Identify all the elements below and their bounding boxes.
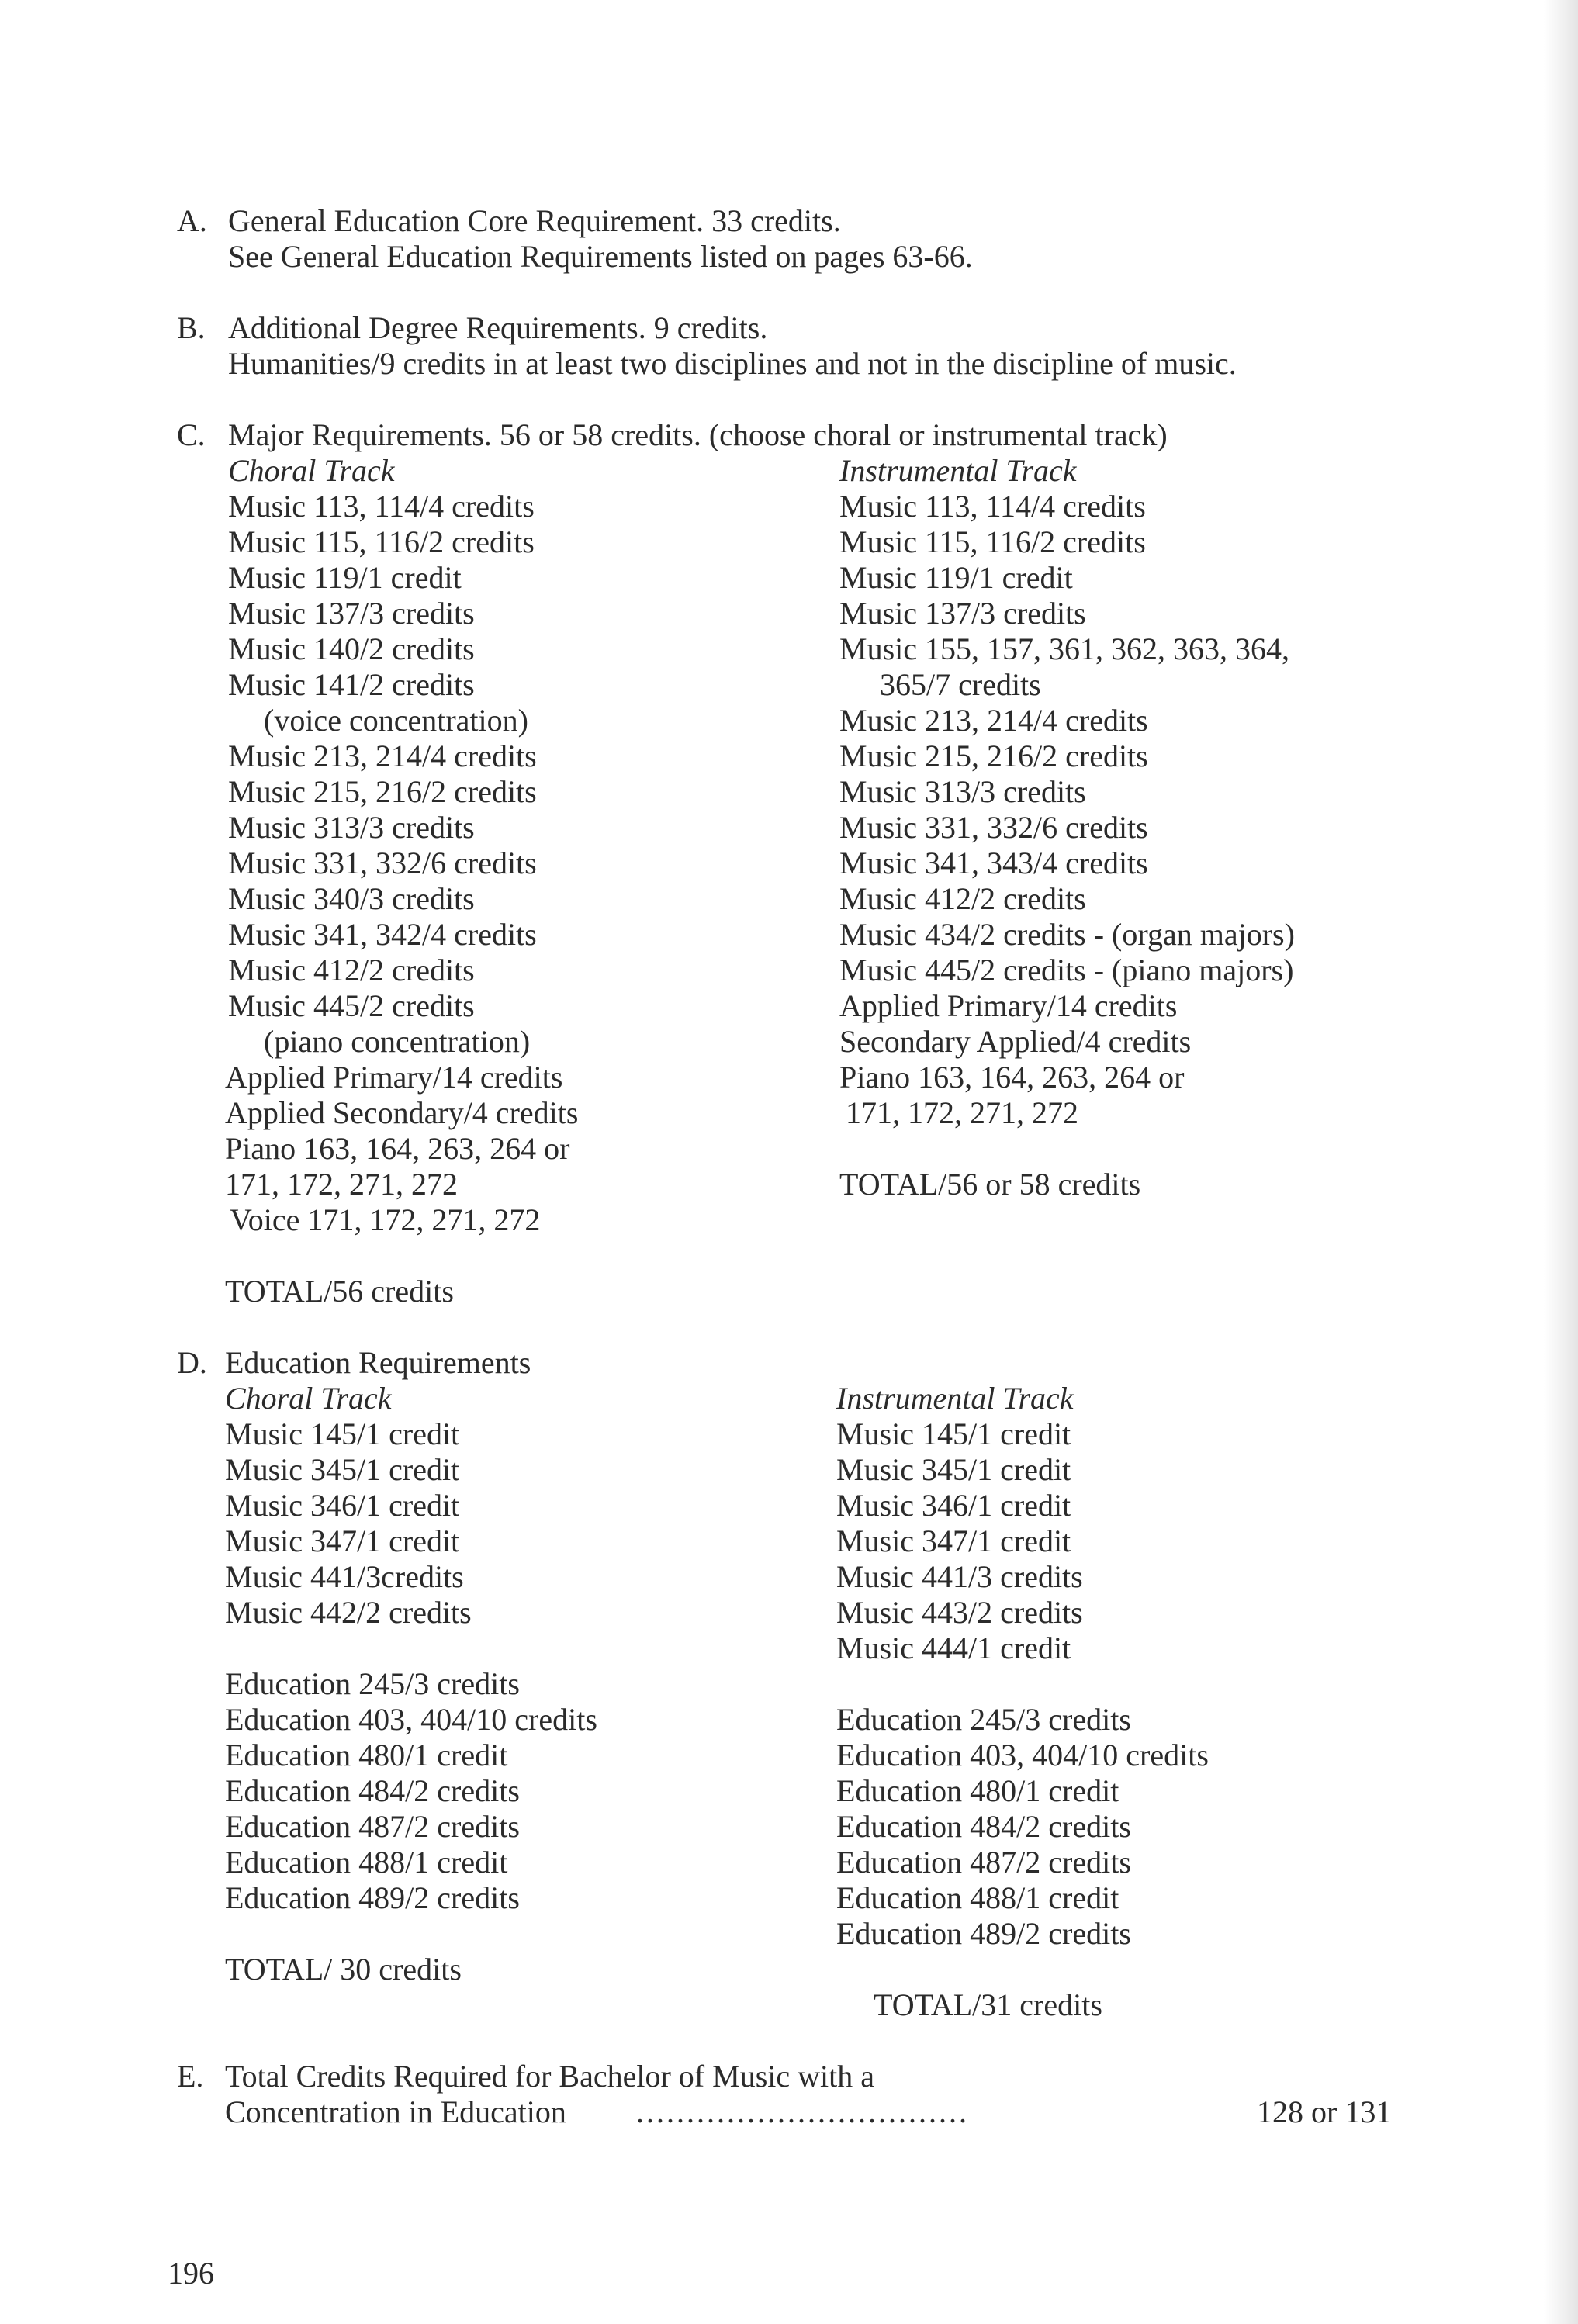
course-line: Education 245/3 credits <box>836 1702 1131 1737</box>
course-line: Music 346/1 credit <box>225 1488 460 1523</box>
course-line: Music 313/3 credits <box>839 774 1086 809</box>
course-line: Music 441/3 credits <box>836 1559 1083 1594</box>
course-line-continued: 365/7 credits <box>880 667 1041 702</box>
section-e-letter: E. <box>177 2059 204 2094</box>
course-line: Music 341, 343/4 credits <box>839 846 1148 880</box>
section-a-note: See General Education Requirements listed on pages 63-66. <box>228 239 973 274</box>
course-line: 171, 172, 271, 272 <box>846 1095 1078 1130</box>
course-line: Music 441/3credits <box>225 1559 464 1594</box>
course-line: Music 445/2 credits - (piano majors) <box>839 953 1294 987</box>
course-line: Music 137/3 credits <box>228 596 475 631</box>
course-line: Music 313/3 credits <box>228 810 475 845</box>
course-line: Music 140/2 credits <box>228 631 475 666</box>
section-c-instrumental-total: TOTAL/56 or 58 credits <box>839 1167 1141 1202</box>
section-c-letter: C. <box>177 417 206 452</box>
course-line: Education 480/1 credit <box>836 1773 1119 1808</box>
course-line: Music 141/2 credits <box>228 667 475 702</box>
section-b-letter: B. <box>177 310 206 345</box>
course-line: Music 213, 214/4 credits <box>839 703 1148 738</box>
course-line: Music 137/3 credits <box>839 596 1086 631</box>
course-line: Music 345/1 credit <box>836 1452 1071 1487</box>
section-a-letter: A. <box>177 203 207 238</box>
course-line: Education 488/1 credit <box>836 1880 1119 1915</box>
section-d-instrumental-title: Instrumental Track <box>836 1381 1074 1416</box>
section-d-heading: Education Requirements <box>225 1345 531 1380</box>
section-d-choral-total: TOTAL/ 30 credits <box>225 1952 462 1987</box>
course-line: Music 115, 116/2 credits <box>839 524 1146 559</box>
course-line: Education 484/2 credits <box>225 1773 520 1808</box>
course-line: Secondary Applied/4 credits <box>839 1024 1192 1059</box>
course-line: Music 213, 214/4 credits <box>228 738 537 773</box>
course-line: Music 215, 216/2 credits <box>839 738 1148 773</box>
course-line: Education 403, 404/10 credits <box>836 1738 1209 1772</box>
page-number: 196 <box>168 2256 214 2291</box>
course-line: Voice 171, 172, 271, 272 <box>230 1202 541 1237</box>
course-line: Music 113, 114/4 credits <box>839 489 1146 524</box>
course-line: Music 119/1 credit <box>228 560 462 595</box>
section-e-concentration-label: Concentration in Education <box>225 2094 566 2129</box>
course-line: Music 412/2 credits <box>839 881 1086 916</box>
course-line: Music 443/2 credits <box>836 1595 1083 1630</box>
course-line: Education 487/2 credits <box>225 1809 520 1844</box>
course-line: Education 489/2 credits <box>225 1880 520 1915</box>
course-line: Music 347/1 credit <box>225 1523 460 1558</box>
section-b-heading: Additional Degree Requirements. 9 credits. <box>228 310 768 345</box>
course-line: Music 442/2 credits <box>225 1595 472 1630</box>
section-c-choral-total: TOTAL/56 credits <box>225 1274 454 1309</box>
course-line: Education 403, 404/10 credits <box>225 1702 597 1737</box>
course-line: Music 331, 332/6 credits <box>228 846 537 880</box>
course-line: Music 155, 157, 361, 362, 363, 364, <box>839 631 1289 666</box>
course-line: Piano 163, 164, 263, 264 or <box>839 1060 1185 1095</box>
section-e-heading: Total Credits Required for Bachelor of Music with a <box>225 2059 874 2094</box>
course-line: Education 245/3 credits <box>225 1666 520 1701</box>
course-line: Music 345/1 credit <box>225 1452 460 1487</box>
course-note: (piano concentration) <box>264 1024 531 1059</box>
course-line: Education 480/1 credit <box>225 1738 508 1772</box>
section-b-note: Humanities/9 credits in at least two disciplines and not in the discipline of music. <box>228 346 1237 381</box>
course-line: Applied Primary/14 credits <box>839 988 1178 1023</box>
course-line: Music 434/2 credits - (organ majors) <box>839 917 1295 952</box>
course-line: Music 215, 216/2 credits <box>228 774 537 809</box>
section-c-choral-title: Choral Track <box>228 453 395 488</box>
course-line: Applied Secondary/4 credits <box>225 1095 579 1130</box>
course-line: Music 347/1 credit <box>836 1523 1071 1558</box>
section-c-instrumental-title: Instrumental Track <box>839 453 1077 488</box>
course-note: (voice concentration) <box>264 703 528 738</box>
total-credits-value: 128 or 131 <box>1257 2094 1392 2129</box>
course-line: Music 341, 342/4 credits <box>228 917 537 952</box>
section-d-instrumental-total: TOTAL/31 credits <box>874 1987 1102 2022</box>
course-line: Music 113, 114/4 credits <box>228 489 535 524</box>
section-a-heading: General Education Core Requirement. 33 credits. <box>228 203 841 238</box>
course-line: Music 331, 332/6 credits <box>839 810 1148 845</box>
course-line: Music 145/1 credit <box>225 1416 460 1451</box>
course-line: 171, 172, 271, 272 <box>225 1167 458 1202</box>
course-line: Music 412/2 credits <box>228 953 475 987</box>
course-line: Music 340/3 credits <box>228 881 475 916</box>
course-line: Applied Primary/14 credits <box>225 1060 563 1095</box>
course-line: Education 488/1 credit <box>225 1845 508 1880</box>
course-line: Education 484/2 credits <box>836 1809 1131 1844</box>
section-d-choral-title: Choral Track <box>225 1381 392 1416</box>
section-c-heading: Major Requirements. 56 or 58 credits. (choose choral or instrumental track) <box>228 417 1168 452</box>
course-line: Music 445/2 credits <box>228 988 475 1023</box>
course-line: Music 346/1 credit <box>836 1488 1071 1523</box>
course-line: Education 489/2 credits <box>836 1916 1131 1951</box>
course-line: Music 119/1 credit <box>839 560 1073 595</box>
dot-leader: ................................. <box>636 2094 969 2129</box>
course-line: Piano 163, 164, 263, 264 or <box>225 1131 570 1166</box>
section-d-letter: D. <box>177 1345 207 1380</box>
course-line: Music 145/1 credit <box>836 1416 1071 1451</box>
course-line: Education 487/2 credits <box>836 1845 1131 1880</box>
course-line: Music 444/1 credit <box>836 1631 1071 1665</box>
page-edge-shadow <box>1544 0 1578 2324</box>
course-line: Music 115, 116/2 credits <box>228 524 535 559</box>
